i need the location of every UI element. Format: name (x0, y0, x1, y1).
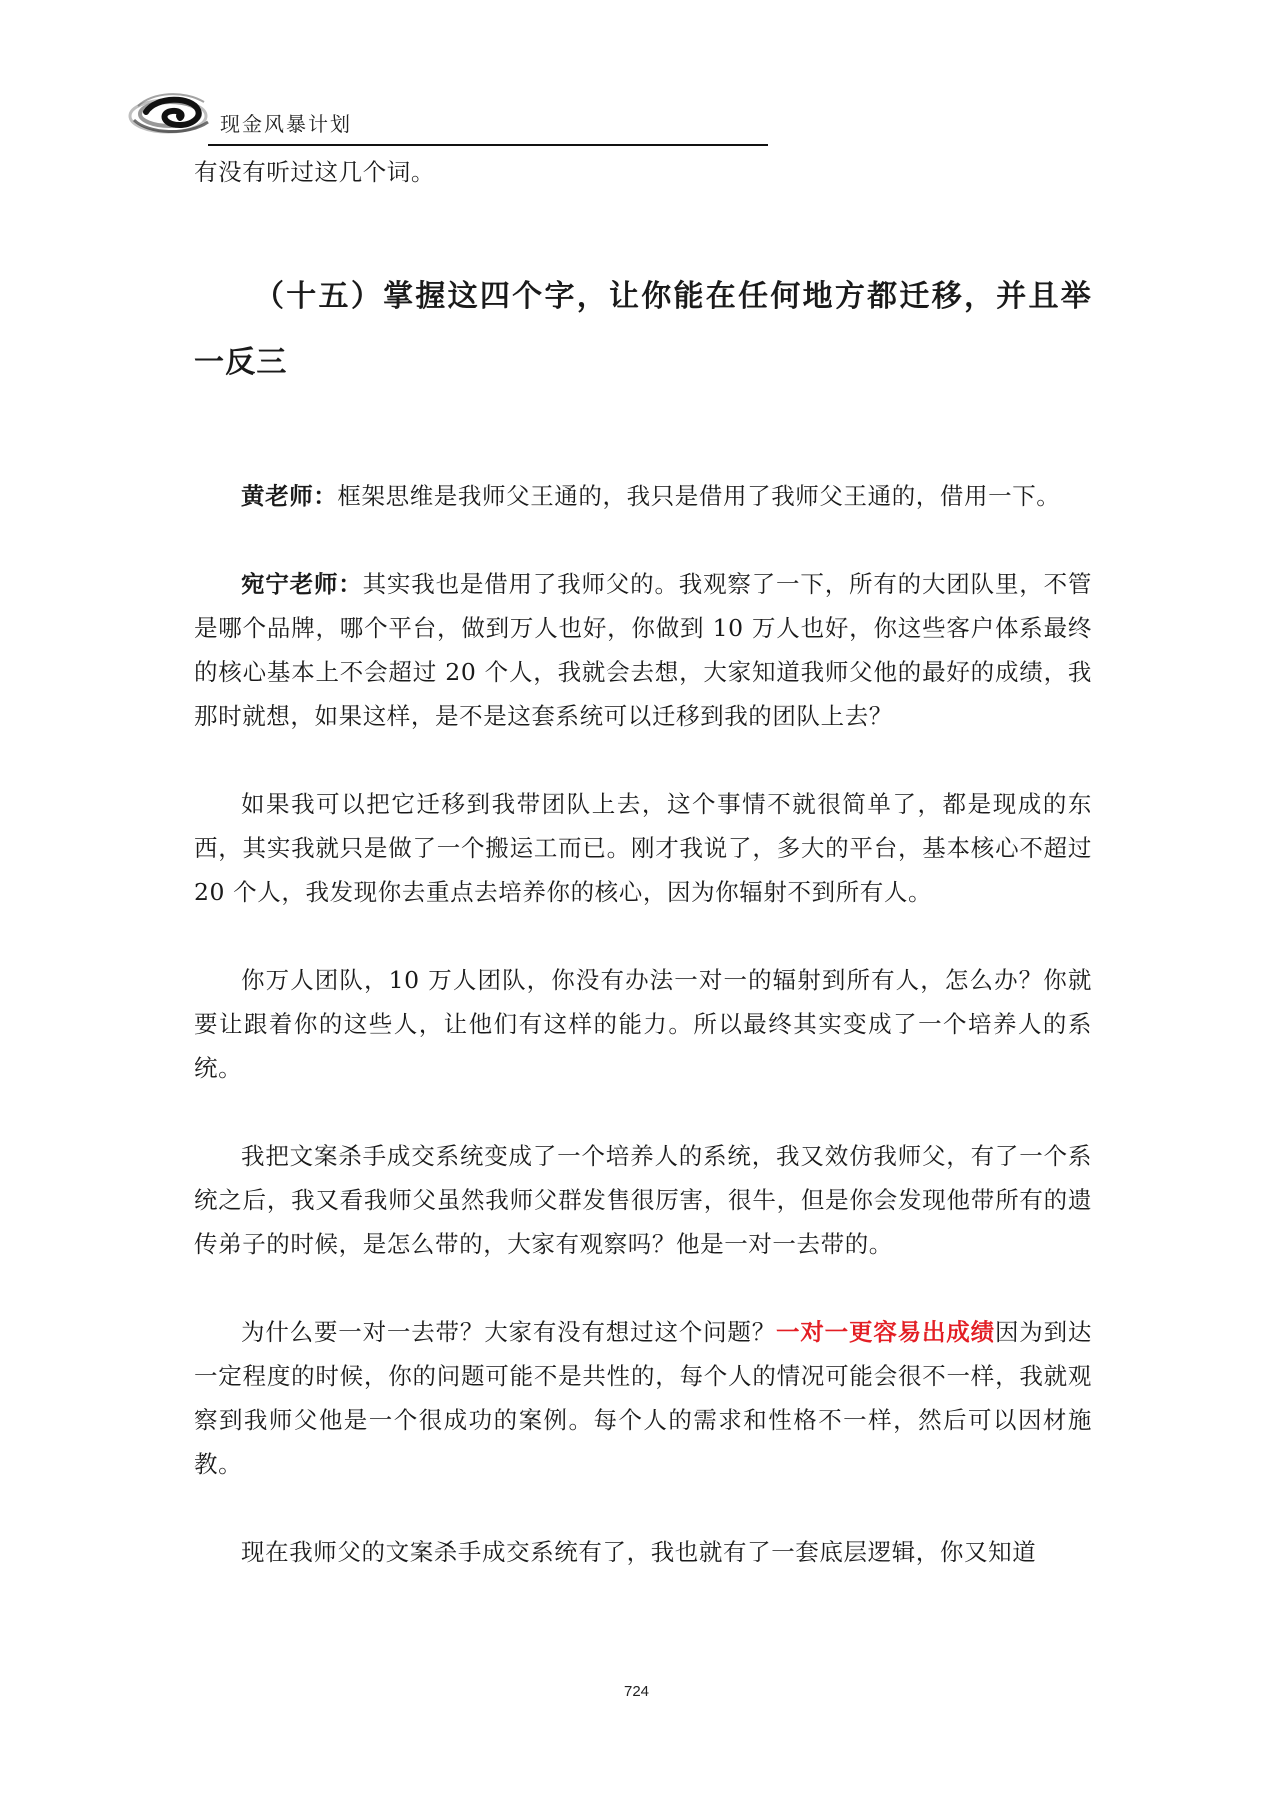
speaker-label: 黄老师： (241, 482, 338, 510)
swirl-logo-icon (128, 82, 214, 146)
paragraph-2 (194, 562, 1092, 738)
paragraph-1 (194, 474, 1092, 518)
paragraph-text: 框架思维是我师父王通的，我只是借用了我师父王通的，借用一下。 (337, 482, 1061, 510)
header-rule (208, 144, 768, 146)
section-title: （十五）掌握这四个字，让你能在任何地方都迁移，并且举一反三 (194, 279, 1092, 380)
paragraph-5: 我把文案杀手成交系统变成了一个培养人的系统，我又效仿我师父，有了一个系统之后，我又看我师父虽然我师父群发售很厉害，很牛，但是你会发现他带所有的遗传弟子的时候，是怎么带的，大家有观察吗？他是一对一去带的。 (194, 1142, 1092, 1258)
page-header (128, 82, 648, 146)
page-number: 724 (623, 1683, 650, 1700)
paragraph-text: 因为到达一定程度的时候，你的问题可能不是共性的，每个人的情况可能会很不一样，我就观察到我师父他是一个很成功的案例。每个人的需求和性格不一样，然后可以因材施教。 (194, 1318, 1092, 1478)
speaker-label: 宛宁老师： (241, 570, 363, 598)
book-title: 现金风暴计划 (220, 112, 352, 136)
paragraph-6 (194, 1310, 1092, 1486)
paragraph-text: 为什么要一对一去带？大家有没有想过这个问题？ (241, 1318, 777, 1346)
paragraph-3: 如果我可以把它迁移到我带团队上去，这个事情不就很简单了，都是现成的东西，其实我就只是做了一个搬运工而已。刚才我说了，多大的平台，基本核心不超过 20 个人，我发现你去重点去培养你的核心，因为你辐射不到所有人。 (194, 790, 1092, 906)
paragraph-4: 你万人团队，10 万人团队，你没有办法一对一的辐射到所有人，怎么办？你就要让跟着你的这些人，让他们有这样的能力。所以最终其实变成了一个培养人的系统。 (194, 966, 1092, 1082)
paragraph-7: 现在我师父的文案杀手成交系统有了，我也就有了一套底层逻辑，你又知道 (241, 1538, 1037, 1566)
page-body (194, 150, 1092, 1574)
paragraph-text: 其实我也是借用了我师父的。我观察了一下，所有的大团队里，不管是哪个品牌，哪个平台，做到万人也好，你做到 10 万人也好，你这些客户体系最终的核心基本上不会超过 20 个人，我就会去想，大家知道我师父他的最好的成绩，我那时就想，如果这样，是不是这套系统可以迁移到我的团队上去？ (194, 570, 1093, 730)
lead-line: 有没有听过这几个词。 (194, 158, 435, 186)
highlighted-text: 一对一更容易出成绩 (776, 1318, 995, 1346)
